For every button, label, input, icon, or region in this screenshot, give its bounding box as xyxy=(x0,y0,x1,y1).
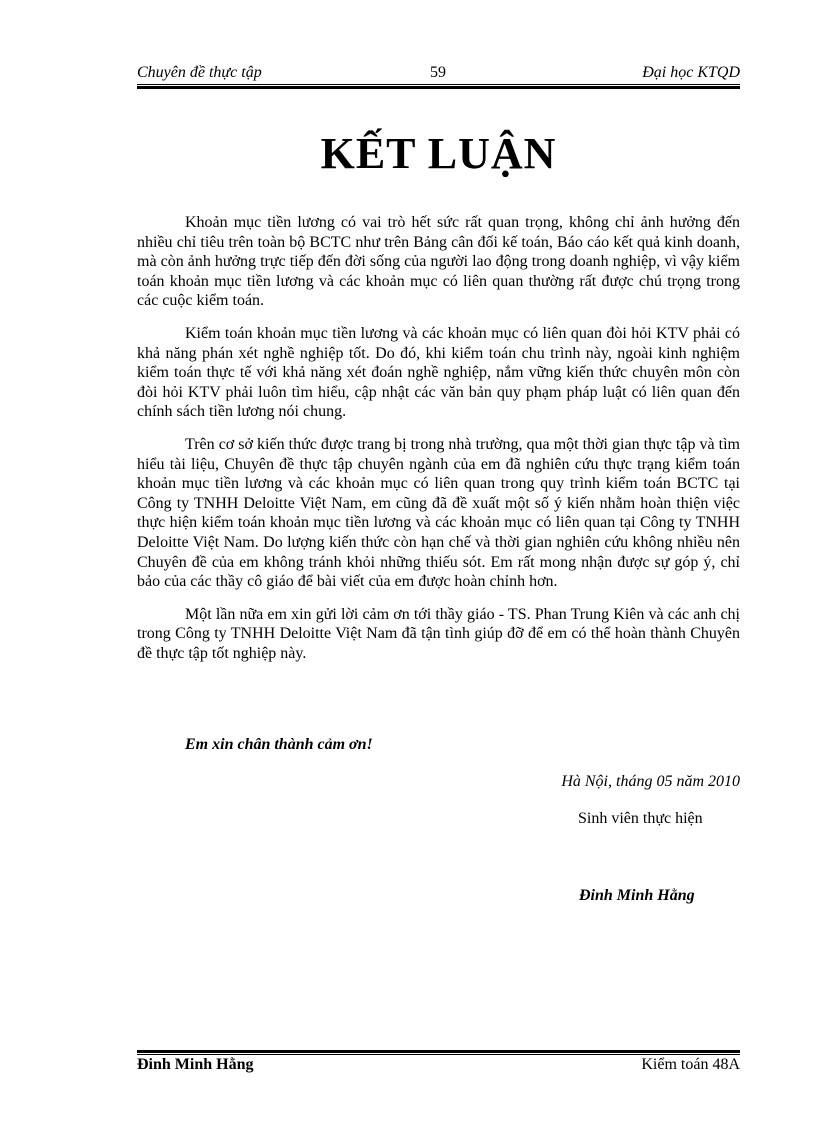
place-date: Hà Nội, tháng 05 năm 2010 xyxy=(561,773,740,790)
paragraph-4: Một lần nữa em xin gửi lời cảm ơn tới thầy giáo - TS. Phan Trung Kiên và các anh chị trong Công ty TNHH Deloitte Việt Nam đã tận tình giúp đỡ để em có thể hoàn thành Chuyên đề thực tập tốt nghiệp này. xyxy=(137,605,740,662)
page-number: 59 xyxy=(430,64,446,81)
page-header xyxy=(137,62,740,84)
footer-author: Đinh Minh Hằng xyxy=(137,1056,254,1073)
header-university: Đại học KTQD xyxy=(642,64,740,81)
body-text xyxy=(137,213,740,676)
signer-name: Đinh Minh Hằng xyxy=(579,887,695,904)
paragraph-1: Khoản mục tiền lương có vai trò hết sức rất quan trọng, không chỉ ảnh hưởng đến nhiều chỉ tiêu trên toàn bộ BCTC như trên Bảng cân đối kế toán, Báo cáo kết quả kinh doanh, mà còn ảnh hưởng trực tiếp đến đời sống của người lao động trong doanh nghiệp, vì vậy kiểm toán khoản mục tiền lương và các khoản mục có liên quan thường rất được chú trọng trong các cuộc kiểm toán. xyxy=(137,214,740,310)
page-footer xyxy=(137,1056,740,1078)
footer-class: Kiểm toán 48A xyxy=(641,1056,740,1073)
footer-divider xyxy=(137,1050,740,1055)
header-document-type: Chuyên đề thực tập xyxy=(137,64,262,81)
signer-role: Sinh viên thực hiện xyxy=(578,810,703,827)
header-divider xyxy=(137,84,740,89)
paragraph-2: Kiểm toán khoản mục tiền lương và các khoản mục có liên quan đòi hỏi KTV phải có khả năng phán xét nghề nghiệp tốt. Do đó, khi kiểm toán chu trình này, ngoài kinh nghiệm kiểm toán thực tế với khả năng xét đoán nghề nghiệp, nắm vững kiến thức chuyên môn còn đòi hỏi KTV phải luôn tìm hiểu, cập nhật các văn bản quy phạm pháp luật có liên quan đến chính sách tiền lương nói chung. xyxy=(137,324,740,421)
page-title: KẾT LUẬN xyxy=(320,129,557,178)
paragraph-3: Trên cơ sở kiến thức được trang bị trong nhà trường, qua một thời gian thực tập và tìm hiểu tài liệu, Chuyên đề thực tập chuyên ngành của em đã nghiên cứu thực trạng kiểm toán khoản mục tiền lương và các khoản mục có liên quan trong quy trình kiểm toán BCTC tại Công ty TNHH Deloitte Việt Nam, em cũng đã đề xuất một số ý kiến nhằm hoàn thiện việc thực hiện kiểm toán khoản mục tiền lương và các khoản mục có liên quan tại Công ty TNHH Deloitte Việt Nam. Do lượng kiến thức còn hạn chế và thời gian nghiên cứu không nhiều nên Chuyên đề của em không tránh khỏi những thiếu sót. Em rất mong nhận được sự góp ý, chỉ bảo của các thầy cô giáo để bài viết của em được hoàn chỉnh hơn. xyxy=(137,435,740,591)
closing-thanks: Em xin chân thành cảm ơn! xyxy=(185,736,373,753)
